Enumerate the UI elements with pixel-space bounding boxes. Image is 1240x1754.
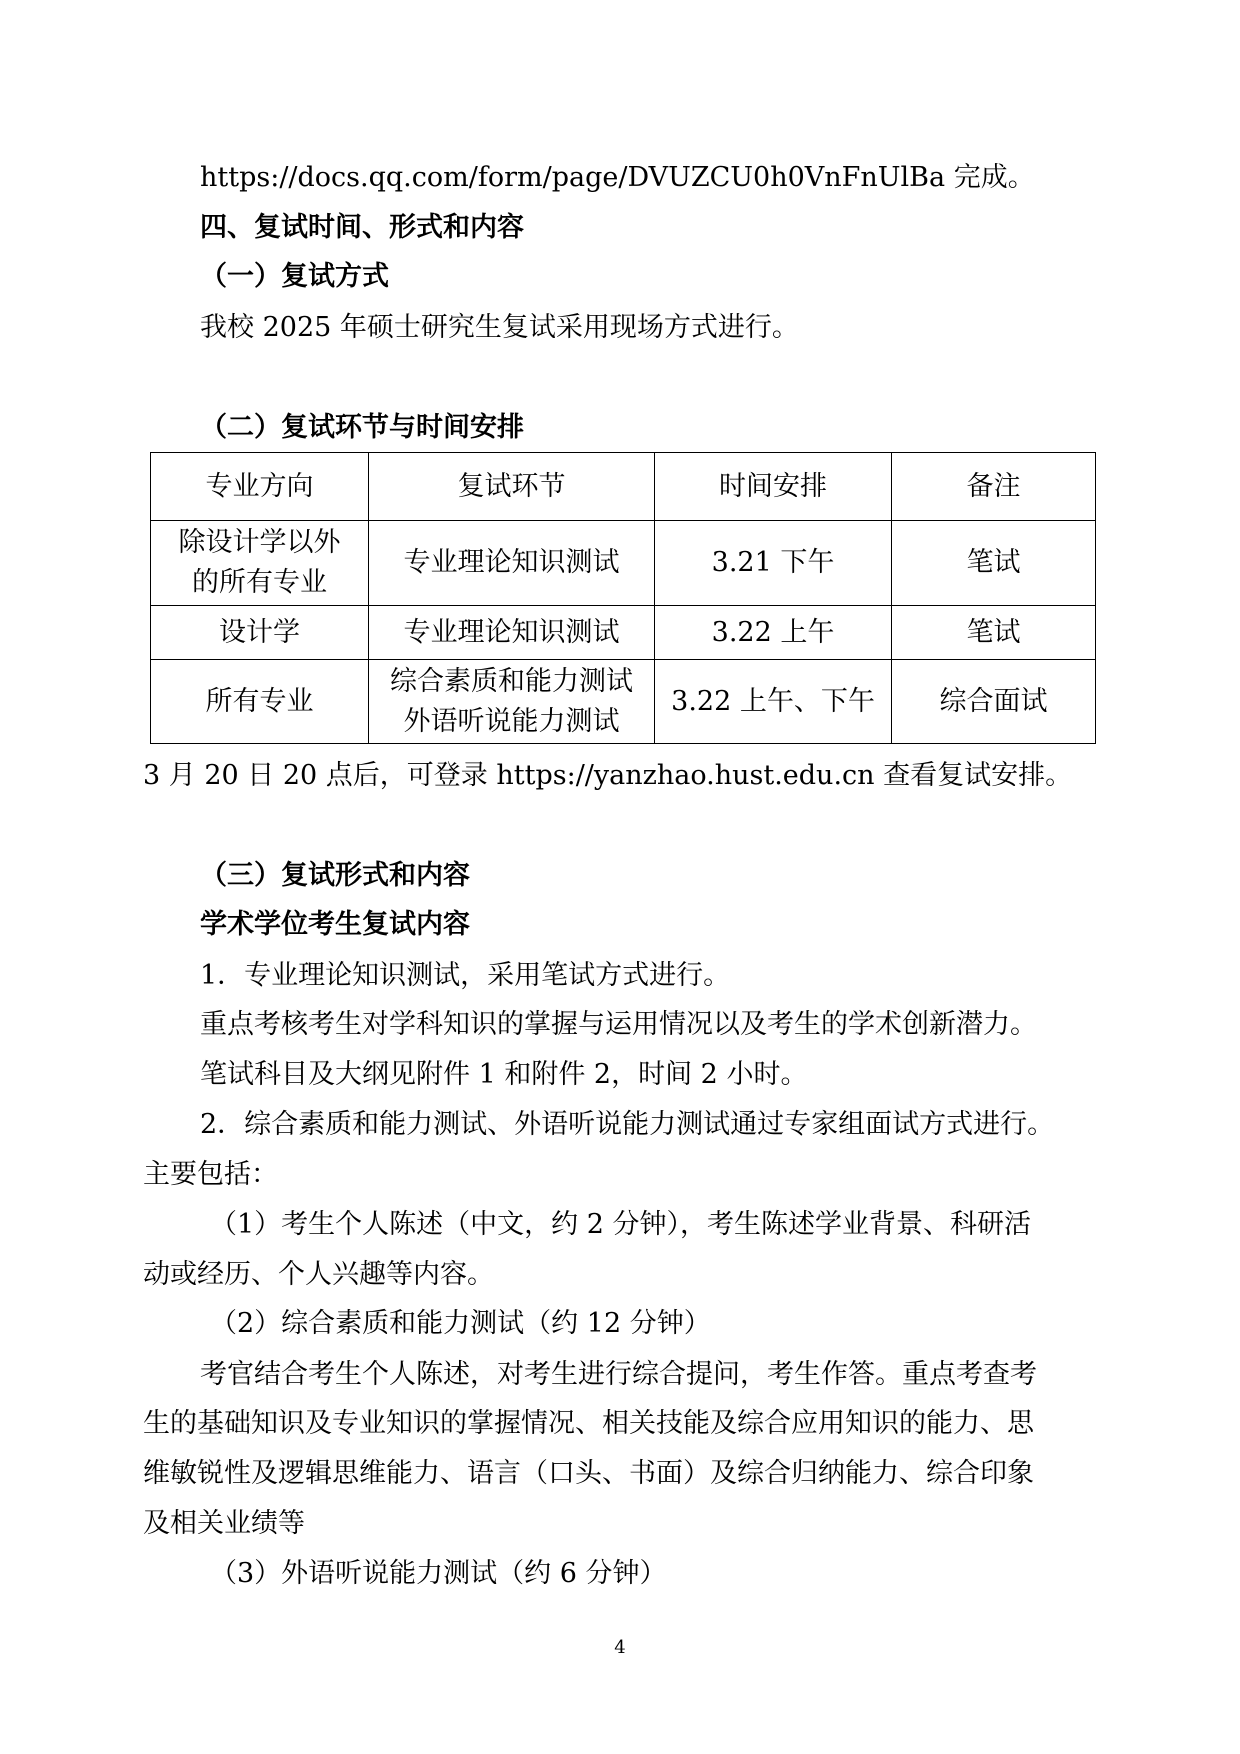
url-line: https://docs.qq.com/form/page/DVUZCU0h0VnFnUlBa 完成。 [200,162,1035,193]
cell-line: 专业理论知识测试 [403,616,620,648]
paragraph-examiner-cont: 及相关业绩等 [143,1508,305,1539]
table-cell-note: 综合面试 [892,660,1096,744]
paragraph-retest-mode: 我校 2025 年硕士研究生复试采用现场方式进行。 [200,312,799,343]
paragraph-examiner-cont: 维敏锐性及逻辑思维能力、语言（口头、书面）及综合归纳能力、综合印象 [143,1458,1034,1489]
schedule-table [150,452,1096,744]
table-cell-note: 笔试 [892,521,1096,606]
paragraph-item-1: 1．专业理论知识测试，采用笔试方式进行。 [200,960,731,991]
paragraph-sub-1: （1）考生个人陈述（中文，约 2 分钟），考生陈述学业背景、科研活 [210,1209,1032,1240]
table-cell-stage [369,521,655,606]
cell-line: 的所有专业 [192,567,327,598]
subsection-heading-3: （三）复试形式和内容 [200,860,470,891]
schedule-notice: 3 月 20 日 20 点后，可登录 https://yanzhao.hust.edu.cn 查看复试安排。 [143,760,1073,791]
table-header: 专业方向 [151,453,369,521]
table-header: 时间安排 [655,453,892,521]
table-cell-note: 笔试 [892,606,1096,660]
table-header: 备注 [892,453,1096,521]
table-cell-time: 3.21 下午 [655,521,892,606]
table-header-row [151,453,1096,521]
table-row [151,521,1096,606]
table-header: 复试环节 [369,453,655,521]
section-heading-4: 四、复试时间、形式和内容 [200,212,524,243]
page-number: 4 [614,1637,626,1658]
table-cell-time: 3.22 上午、下午 [655,660,892,744]
academic-heading: 学术学位考生复试内容 [200,909,470,940]
table-cell-major [151,660,369,744]
table-cell-major [151,521,369,606]
paragraph-sub-1-cont: 动或经历、个人兴趣等内容。 [143,1259,494,1290]
paragraph-item-2: 2．综合素质和能力测试、外语听说能力测试通过专家组面试方式进行。 [200,1109,1055,1140]
paragraph-sub-2: （2）综合素质和能力测试（约 12 分钟） [210,1308,711,1339]
paragraph-sub-3: （3）外语听说能力测试（约 6 分钟） [210,1558,667,1589]
table-cell-major [151,606,369,660]
cell-line: 外语听说能力测试 [403,705,620,737]
cell-line: 所有专业 [205,685,314,717]
subsection-heading-2: （二）复试环节与时间安排 [200,412,524,443]
table-row [151,606,1096,660]
cell-line: 专业理论知识测试 [403,547,620,578]
paragraph-examiner-cont: 生的基础知识及专业知识的掌握情况、相关技能及综合应用知识的能力、思 [143,1408,1034,1439]
table-cell-stage [369,606,655,660]
cell-line: 除设计学以外 [178,527,341,558]
cell-line: 设计学 [219,616,300,648]
table-cell-stage [369,660,655,744]
table-row [151,660,1096,744]
paragraph-examiner: 考官结合考生个人陈述，对考生进行综合提问，考生作答。重点考查考 [200,1359,1037,1390]
table-cell-time: 3.22 上午 [655,606,892,660]
paragraph-item-2-cont: 主要包括： [143,1159,278,1190]
subsection-heading-1: （一）复试方式 [200,261,389,292]
paragraph-exam-duration: 笔试科目及大纲见附件 1 和附件 2，时间 2 小时。 [200,1059,808,1090]
paragraph-focus: 重点考核考生对学科知识的掌握与运用情况以及考生的学术创新潜力。 [200,1009,1037,1040]
cell-line: 综合素质和能力测试 [390,665,633,697]
